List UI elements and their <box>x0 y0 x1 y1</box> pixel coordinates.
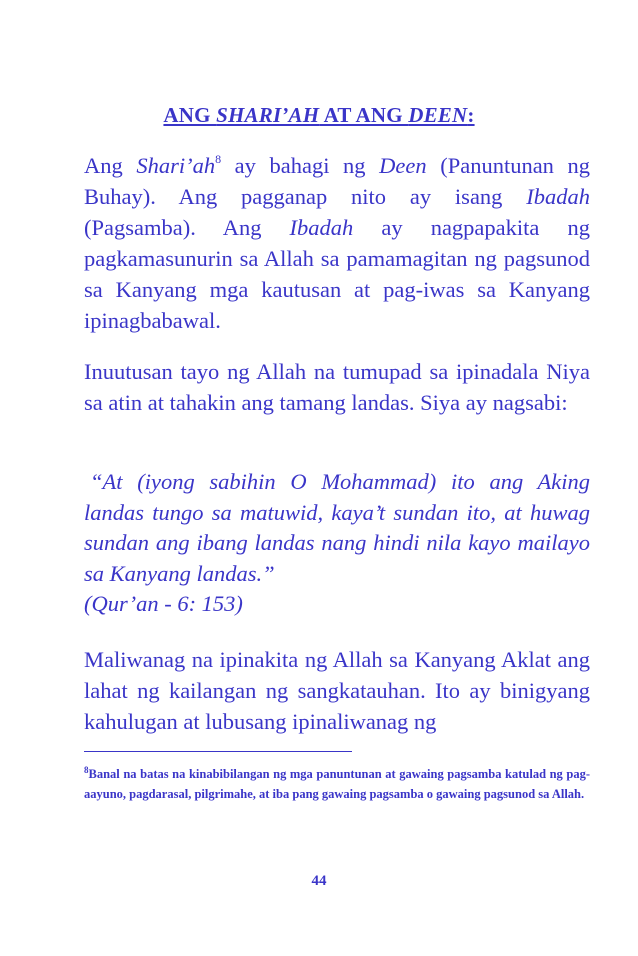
page-number: 44 <box>311 873 327 889</box>
footnote-reference: 8 <box>215 152 222 166</box>
footnote-divider <box>84 751 352 752</box>
quote-reference: (Qur’an - 6: 153) <box>84 591 243 616</box>
footnote-text: Banal na batas na kinabibilangan ng mga panuntunan at gawaing pagsamba katulad ng pag-aayuno, pagdarasal, pilgrimahe, at iba pang gawaing pagsamba o gawaing pagsunod sa Allah. <box>84 767 590 801</box>
paragraph-3: Maliwanag na ipinakita ng Allah sa Kanyang Aklat ang lahat ng kailangan ng sangkatauhan. Ito ay binigyang kahulugan at lubusang ipinaliwanag ng <box>84 647 590 734</box>
paragraph-1 <box>84 150 590 336</box>
heading-term-deen: DEEN <box>408 103 468 127</box>
quran-quote: “At (iyong sabihin O Mohammad) ito ang Aking landas tungo sa matuwid, kaya’t sundan ito, at huwag sundan ang ibang landas nang hindi nila kayo mailayo sa Kanyang landas.” <box>84 469 590 586</box>
term-ibadah: Ibadah <box>289 215 354 240</box>
heading-colon: : <box>467 103 475 127</box>
heading-text-1: ANG <box>163 103 217 127</box>
term-ibadah: Ibadah <box>526 184 590 209</box>
paragraph-2: Inuutusan tayo ng Allah na tumupad sa ipinadala Niya sa atin at tahakin ang tamang landas. Siya ay nagsabi: <box>84 359 590 415</box>
section-heading <box>0 103 638 128</box>
paragraph-1-text: ay bahagi ng <box>221 153 380 178</box>
footnote-mark: 8 <box>84 765 89 775</box>
paragraph-1-text: Ang <box>84 153 137 178</box>
term-shariah: Shari’ah <box>136 153 216 178</box>
heading-term-shariah: SHARI’AH <box>216 103 320 127</box>
footnote <box>84 764 590 804</box>
paragraph-1-text: ay nagpapakita ng pagkamasunurin sa Allah sa pamamagitan ng pagsunod sa Kanyang mga kautusan at pag-iwas sa Kanyang ipinagbabawal. <box>84 215 590 333</box>
term-deen: Deen <box>379 153 427 178</box>
heading-text-2: AT ANG <box>319 103 409 127</box>
paragraph-1-text: (Panuntunan ng Buhay). Ang pagganap nito ay isang <box>84 153 591 209</box>
paragraph-1-text: (Pagsamba). Ang <box>84 215 290 240</box>
